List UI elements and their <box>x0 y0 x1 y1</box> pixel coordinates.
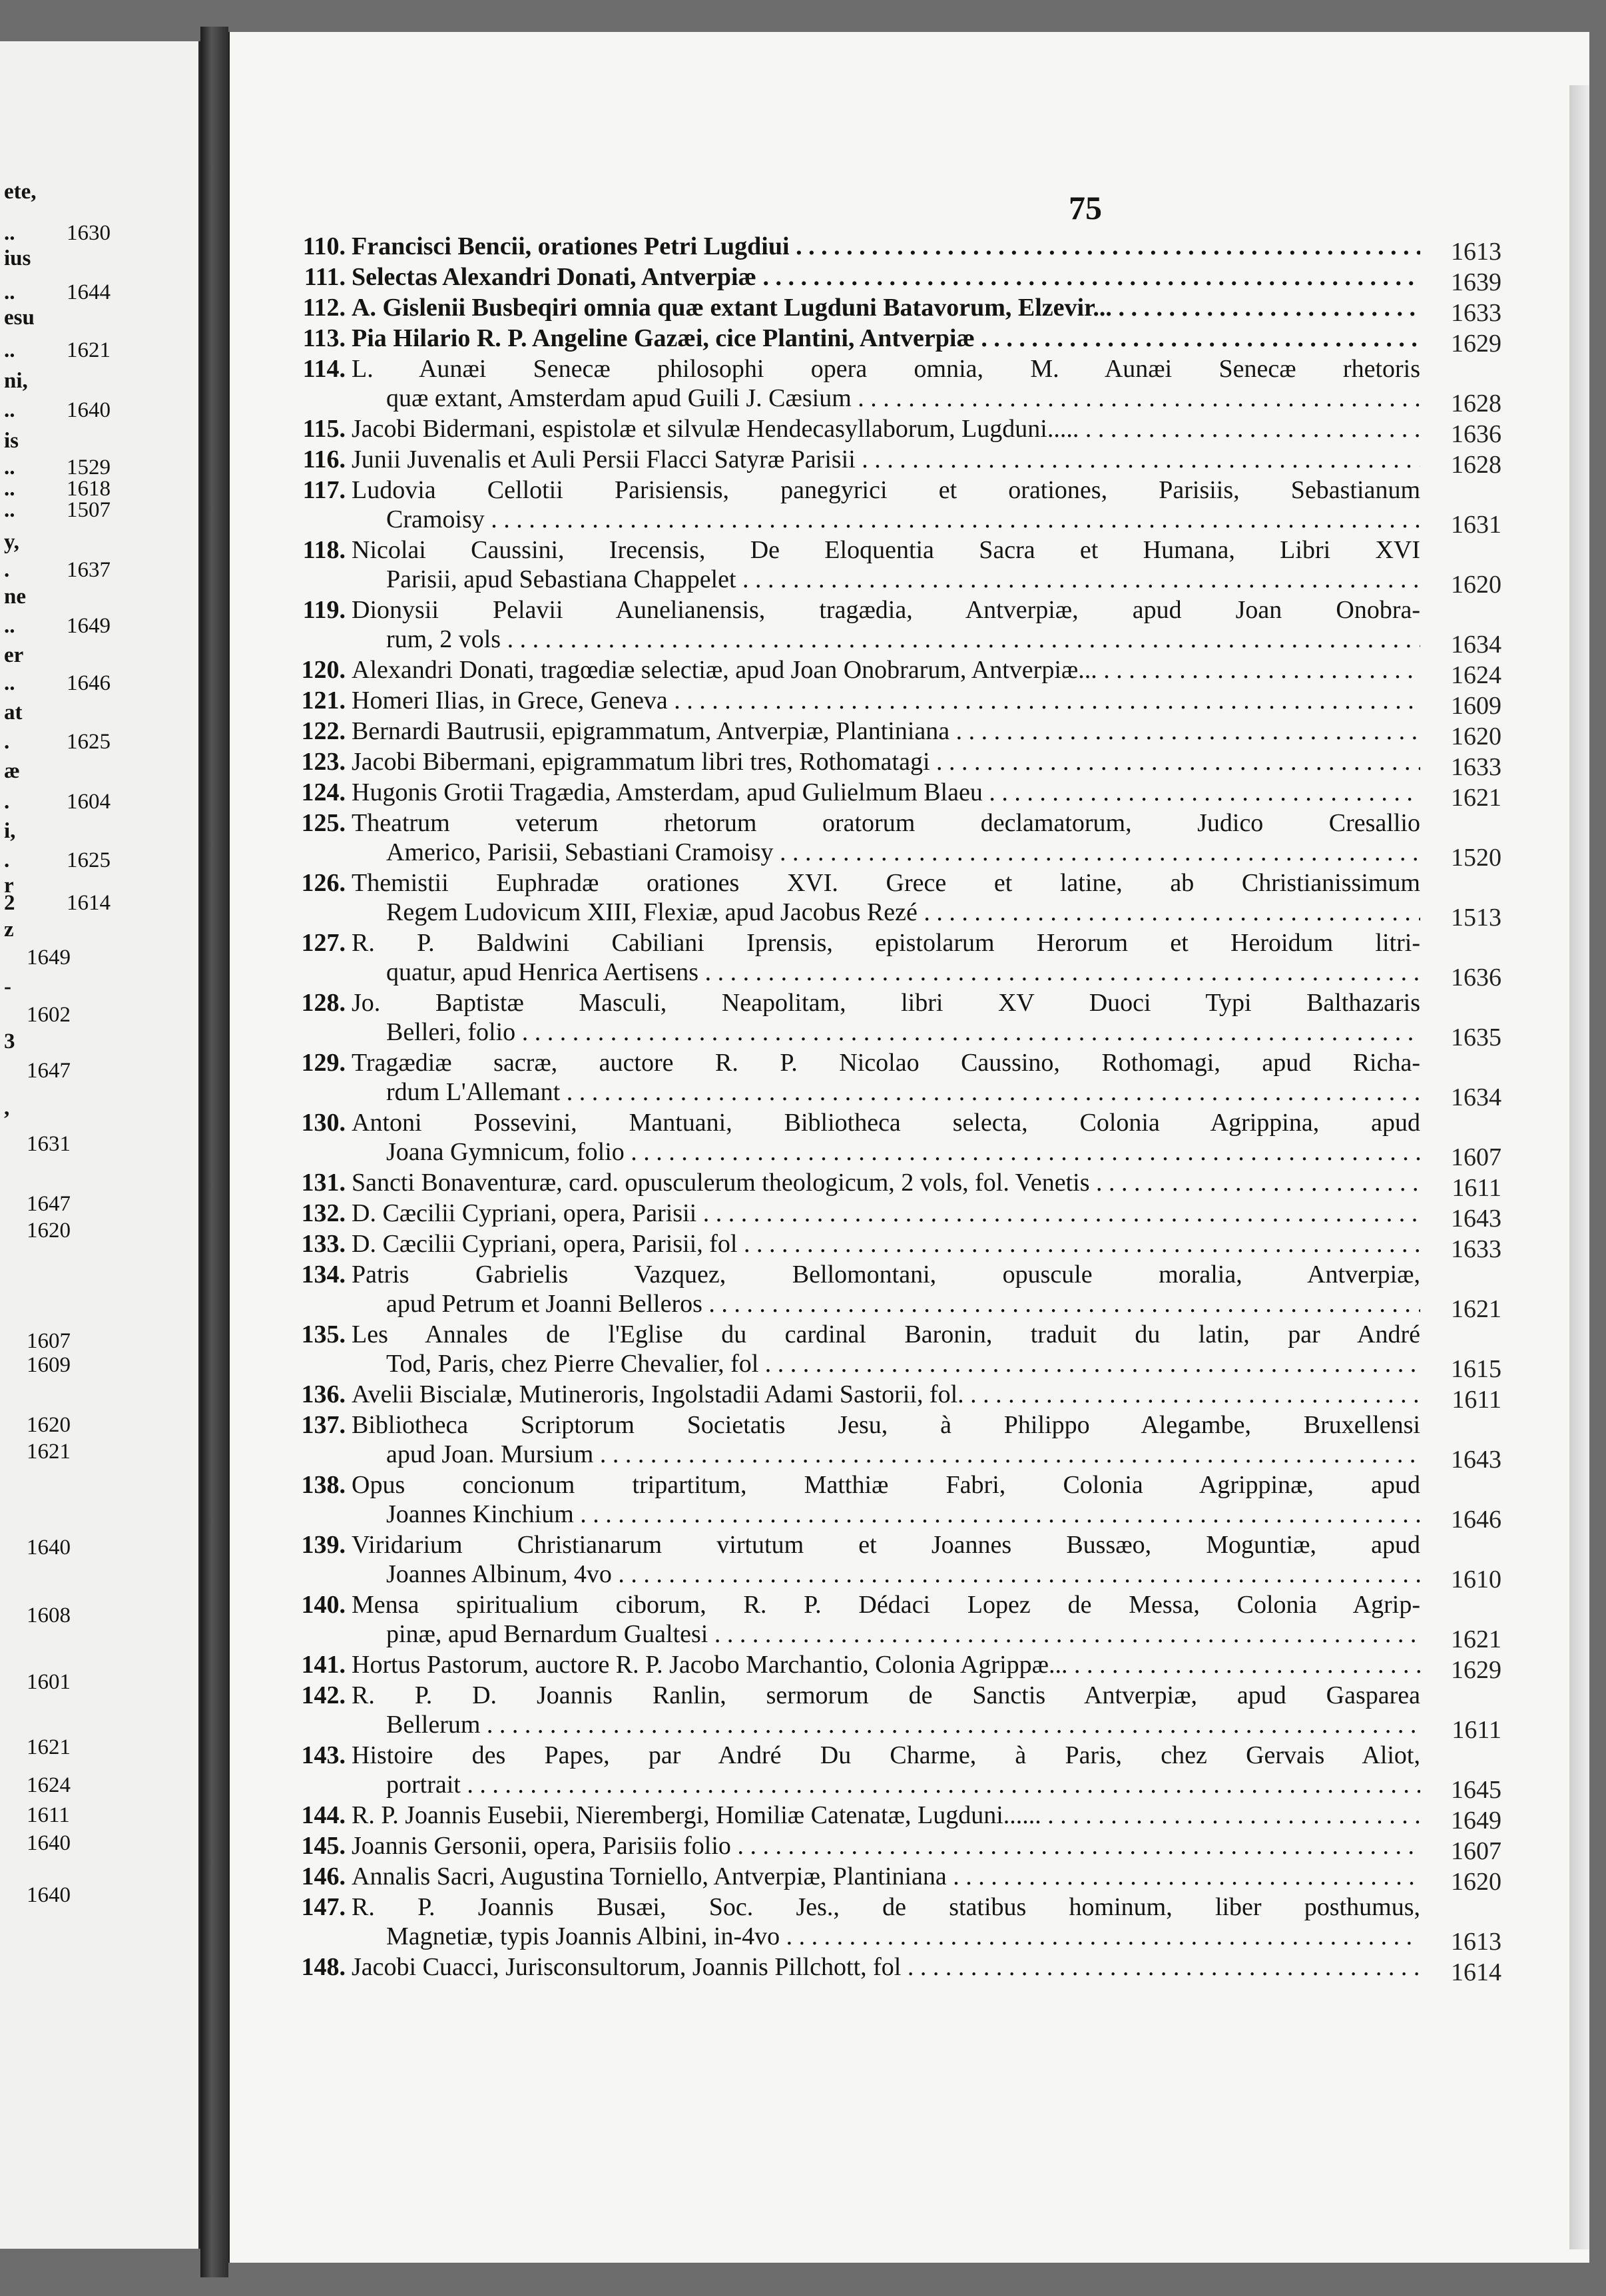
entry-number: 126. <box>301 869 346 897</box>
entry-text <box>352 868 1420 927</box>
margin-fragment-year: 1601 <box>27 1670 71 1694</box>
entry-text <box>352 717 1420 746</box>
entry-number: 111. <box>304 263 346 291</box>
page-number: 75 <box>1069 189 1102 226</box>
margin-fragment-text: 2 <box>4 891 15 915</box>
entry-year: 1634 <box>1451 631 1501 659</box>
entry-number: 120. <box>301 656 346 684</box>
entry-line: Joannes Albinum, 4vo . . . <box>352 1560 1420 1589</box>
margin-fragment-year: 1649 <box>67 614 111 638</box>
margin-fragment-year: 1620 <box>27 1413 71 1437</box>
entry-year: 1607 <box>1451 1143 1501 1171</box>
entry-text <box>352 293 1420 322</box>
entry-line: Dionysii Pelavii Aunelianensis, tragædia, Antverpiæ, apud Joan Onobra- <box>352 596 1420 624</box>
entry-number: 110. <box>302 232 346 260</box>
margin-fragment-text: esu <box>4 306 35 330</box>
margin-fragment-text: r <box>4 874 14 898</box>
entry-year: 1643 <box>1451 1205 1501 1233</box>
entry-line: Americo, Parisii, Sebastiani Cramoisy . . . <box>352 838 1420 867</box>
entry-line: Parisii, apud Sebastiana Chappelet . . . <box>352 565 1420 594</box>
entry-number: 116. <box>302 445 346 473</box>
entry-year: 1620 <box>1451 722 1501 750</box>
entry-line: Les Annales de l'Eglise du cardinal Baronin, traduit du latin, par André <box>352 1320 1420 1348</box>
entry-year: 1649 <box>1451 1807 1501 1835</box>
entry-line: Ludovia Cellotii Parisiensis, panegyrici et orationes, Parisiis, Sebastianum <box>352 476 1420 504</box>
entry-line: R. P. Joannis Busæi, Soc. Jes., de statibus hominum, liber posthumus, <box>352 1893 1420 1921</box>
margin-fragment-year: 1602 <box>27 1003 71 1027</box>
entry-text <box>352 1168 1420 1197</box>
margin-fragment-text: .. <box>4 614 15 638</box>
entry-line: Belleri, folio . . . <box>352 1017 1420 1047</box>
entry-text <box>352 988 1420 1047</box>
margin-fragment-text: .. <box>4 498 15 522</box>
margin-fragment-year: 1620 <box>27 1219 71 1243</box>
entry-year: 1635 <box>1451 1023 1501 1051</box>
entry-number: 127. <box>301 929 346 957</box>
margin-fragment-year: 1649 <box>27 946 71 970</box>
entry-line: Joannis Gersonii, opera, Parisiis folio . . . <box>352 1831 1420 1861</box>
margin-fragment-text: .. <box>4 338 15 362</box>
entry-line: Francisci Bencii, orationes Petri Lugdiui . . . <box>352 232 1420 261</box>
entry-number: 142. <box>301 1681 346 1709</box>
entry-text <box>352 1892 1420 1951</box>
margin-fragment-year: 1608 <box>27 1603 71 1627</box>
entry-text <box>352 928 1420 987</box>
entry-line: D. Cæcilii Cypriani, opera, Parisii, fol . . . <box>352 1229 1420 1259</box>
entry-line: pinæ, apud Bernardum Gualtesi . . . <box>352 1619 1420 1649</box>
entry-line: rdum L'Allemant . . . <box>352 1077 1420 1107</box>
entry-text <box>352 1260 1420 1318</box>
entry-text <box>352 595 1420 654</box>
margin-fragment-year: 1621 <box>27 1440 71 1464</box>
entry-line: Cramoisy . . . <box>352 505 1420 534</box>
margin-fragment-year: 1647 <box>27 1192 71 1216</box>
entry-text <box>352 808 1420 867</box>
entry-line: D. Cæcilii Cypriani, opera, Parisii . . . <box>352 1199 1420 1228</box>
entry-line: quatur, apud Henrica Aertisens . . . <box>352 958 1420 987</box>
entry-line: A. Gislenii Busbeqiri omnia quæ extant Lugduni Batavorum, Elzevir... . . . <box>352 293 1420 322</box>
entry-text <box>352 1048 1420 1107</box>
margin-fragment-year: 1631 <box>27 1132 71 1156</box>
margin-fragment-year: 1621 <box>67 338 111 362</box>
margin-fragment-text: i, <box>4 819 16 843</box>
entry-text <box>352 232 1420 261</box>
margin-fragment-text: .. <box>4 455 15 479</box>
margin-fragment-year: 1640 <box>27 1883 71 1907</box>
margin-fragment-text: æ <box>4 759 20 783</box>
margin-fragment-text: y, <box>4 530 19 554</box>
margin-fragment-text: er <box>4 643 24 667</box>
margin-fragment-year: 1621 <box>27 1735 71 1759</box>
margin-fragment-year: 1618 <box>67 477 111 501</box>
margin-fragment-text: .. <box>4 477 15 501</box>
margin-fragment-text: ius <box>4 246 31 270</box>
margin-fragment-year: 1529 <box>67 455 111 479</box>
entry-line: Jacobi Bibermani, epigrammatum libri tres, Rothomatagi . . . <box>352 747 1420 776</box>
entry-text <box>352 1108 1420 1167</box>
entry-number: 132. <box>301 1199 346 1227</box>
book-gutter <box>200 27 228 2277</box>
margin-fragment-text: .. <box>4 221 15 245</box>
margin-fragment-year: 1640 <box>27 1536 71 1560</box>
entry-line: apud Joan. Mursium . . . <box>352 1440 1420 1469</box>
entry-year: 1643 <box>1451 1446 1501 1474</box>
entry-line: Annalis Sacri, Augustina Torniello, Antverpiæ, Plantiniana . . . <box>352 1862 1420 1891</box>
entry-year: 1633 <box>1451 1235 1501 1263</box>
entry-line: Joannes Kinchium . . . <box>352 1500 1420 1529</box>
entry-number: 139. <box>301 1531 346 1559</box>
margin-fragment-text: . <box>4 790 10 814</box>
entry-line: Jacobi Bidermani, espistolæ et silvulæ Hendecasyllaborum, Lugduni..... . . . <box>352 414 1420 443</box>
margin-fragment-year: 1614 <box>67 891 111 915</box>
entry-year: 1611 <box>1452 1386 1501 1414</box>
entry-text <box>352 1199 1420 1228</box>
entry-line: Regem Ludovicum XIII, Flexiæ, apud Jacobus Rezé . . . <box>352 898 1420 927</box>
entry-number: 137. <box>301 1411 346 1439</box>
entry-line: R. P. Joannis Eusebii, Nierembergi, Homiliæ Catenatæ, Lugduni...... . . . <box>352 1801 1420 1830</box>
margin-fragment-text: . <box>4 848 10 872</box>
entry-text <box>352 1590 1420 1649</box>
entry-number: 133. <box>301 1230 346 1258</box>
entry-line: Hortus Pastorum, auctore R. P. Jacobo Marchantio, Colonia Agrippæ... . . . <box>352 1650 1420 1679</box>
entry-line: quæ extant, Amsterdam apud Guili J. Cæsium . . . <box>352 384 1420 413</box>
entry-year: 1614 <box>1451 1958 1501 1986</box>
entry-line: portrait . . . <box>352 1770 1420 1799</box>
entry-line: Viridarium Christianarum virtutum et Joannes Bussæo, Moguntiæ, apud <box>352 1531 1420 1559</box>
entry-line: Bellerum . . . <box>352 1710 1420 1739</box>
entry-number: 140. <box>301 1591 346 1619</box>
entry-year: 1611 <box>1452 1716 1501 1744</box>
entry-number: 118. <box>302 536 346 564</box>
entry-number: 147. <box>301 1893 346 1921</box>
margin-fragment-text: .. <box>4 671 15 695</box>
entry-year: 1615 <box>1451 1355 1501 1383</box>
entry-year: 1610 <box>1451 1566 1501 1593</box>
book-page <box>228 32 1589 2263</box>
entry-text <box>352 1801 1420 1830</box>
entry-year: 1624 <box>1451 661 1501 689</box>
entry-number: 115. <box>302 415 346 443</box>
margin-fragment-year: 1625 <box>67 848 111 872</box>
entry-line: Jacobi Cuacci, Jurisconsultorum, Joannis Pillchott, fol . . . <box>352 1952 1420 1982</box>
margin-fragment-year: 1647 <box>27 1059 71 1083</box>
entry-line: Joana Gymnicum, folio . . . <box>352 1137 1420 1167</box>
margin-fragment-year: 1646 <box>67 671 111 695</box>
entry-text <box>352 655 1420 685</box>
entry-year: 1609 <box>1451 692 1501 720</box>
entry-text <box>352 1320 1420 1378</box>
entry-year: 1607 <box>1451 1837 1501 1865</box>
entry-text <box>352 414 1420 443</box>
margin-fragment-text: ne <box>4 585 26 609</box>
margin-fragment-text: - <box>4 975 11 999</box>
entry-line: Nicolai Caussini, Irecensis, De Eloquentia Sacra et Humana, Libri XVI <box>352 536 1420 564</box>
entry-line: Sancti Bonaventuræ, card. opusculerum theologicum, 2 vols, fol. Venetis . . . <box>352 1168 1420 1197</box>
entry-year: 1621 <box>1451 1625 1501 1653</box>
entry-line: Bernardi Bautrusii, epigrammatum, Antverpiæ, Plantiniana . . . <box>352 717 1420 746</box>
margin-fragment-text: z <box>4 918 14 942</box>
entry-line: Opus concionum tripartitum, Matthiæ Fabri, Colonia Agrippinæ, apud <box>352 1471 1420 1499</box>
entry-year: 1621 <box>1451 784 1501 812</box>
margin-fragment-text: 3 <box>4 1029 15 1053</box>
entry-number: 148. <box>301 1953 346 1981</box>
entry-number: 145. <box>301 1832 346 1860</box>
entry-line: Theatrum veterum rhetorum oratorum declamatorum, Judico Cresallio <box>352 809 1420 837</box>
margin-fragment-text: .. <box>4 398 15 422</box>
entry-line: Bibliotheca Scriptorum Societatis Jesu, à Philippo Alegambe, Bruxellensi <box>352 1411 1420 1439</box>
entry-year: 1628 <box>1451 451 1501 479</box>
margin-fragment-year: 1630 <box>67 221 111 245</box>
entry-number: 119. <box>302 596 346 624</box>
entry-number: 144. <box>301 1801 346 1829</box>
entry-year: 1613 <box>1451 1928 1501 1956</box>
entry-text <box>352 1530 1420 1589</box>
entry-line: Tod, Paris, chez Pierre Chevalier, fol . . . <box>352 1349 1420 1378</box>
entry-text <box>352 1229 1420 1259</box>
margin-fragment-year: 1644 <box>67 280 111 304</box>
entry-text <box>352 1470 1420 1529</box>
entry-year: 1634 <box>1451 1083 1501 1111</box>
entry-number: 130. <box>301 1109 346 1137</box>
entry-number: 125. <box>301 809 346 837</box>
entry-year: 1629 <box>1451 330 1501 358</box>
entry-year: 1633 <box>1451 299 1501 327</box>
margin-fragment-year: 1609 <box>27 1353 71 1377</box>
entry-line: Selectas Alexandri Donati, Antverpiæ . . . <box>352 262 1420 292</box>
entry-year: 1631 <box>1451 511 1501 539</box>
entry-year: 1620 <box>1451 1868 1501 1896</box>
entry-line: R. P. D. Joannis Ranlin, sermorum de Sanctis Antverpiæ, apud Gasparea <box>352 1681 1420 1709</box>
entry-number: 117. <box>302 476 346 504</box>
entry-number: 135. <box>301 1320 346 1348</box>
margin-fragment-year: 1640 <box>67 398 111 422</box>
entry-year: 1628 <box>1451 390 1501 418</box>
entry-text <box>352 324 1420 353</box>
entry-line: Homeri Ilias, in Grece, Geneva . . . <box>352 686 1420 715</box>
entry-text <box>352 1410 1420 1469</box>
entry-line: Alexandri Donati, tragœdiæ selectiæ, apud Joan Onobrarum, Antverpiæ... . . . <box>352 655 1420 685</box>
margin-fragment-text: . <box>4 558 10 582</box>
entry-year: 1611 <box>1452 1174 1501 1202</box>
entry-line: Junii Juvenalis et Auli Persii Flacci Satyræ Parisii . . . <box>352 445 1420 474</box>
margin-fragment-year: 1640 <box>27 1831 71 1855</box>
entry-number: 123. <box>301 748 346 776</box>
entry-year: 1639 <box>1451 268 1501 296</box>
entry-text <box>352 1952 1420 1982</box>
margin-fragment-year: 1624 <box>27 1773 71 1797</box>
entry-year: 1629 <box>1451 1656 1501 1684</box>
entry-text <box>352 1681 1420 1739</box>
margin-fragment-text: is <box>4 429 19 453</box>
entry-number: 136. <box>301 1380 346 1408</box>
entry-line: Pia Hilario R. P. Angeline Gazæi, cice Plantini, Antverpiæ . . . <box>352 324 1420 353</box>
entry-text <box>352 1380 1420 1409</box>
margin-fragment-year: 1611 <box>27 1803 70 1827</box>
entry-line: Magnetiæ, typis Joannis Albini, in-4vo . . . <box>352 1922 1420 1951</box>
entry-text <box>352 262 1420 292</box>
page-edge <box>1569 85 1589 2249</box>
entry-number: 112. <box>302 294 346 322</box>
entry-year: 1633 <box>1451 753 1501 781</box>
entry-line: Antoni Possevini, Mantuani, Bibliotheca selecta, Colonia Agrippina, apud <box>352 1109 1420 1137</box>
entry-number: 122. <box>301 717 346 745</box>
entry-line: Hugonis Grotii Tragædia, Amsterdam, apud Gulielmum Blaeu . . . <box>352 778 1420 807</box>
margin-fragment-text: . <box>4 730 10 754</box>
entry-number: 146. <box>301 1863 346 1890</box>
entry-year: 1620 <box>1451 571 1501 599</box>
entry-text <box>352 778 1420 807</box>
margin-fragment-text: ete, <box>4 180 37 204</box>
entry-text <box>352 354 1420 413</box>
margin-fragment-text: .. <box>4 280 15 304</box>
entry-text <box>352 747 1420 776</box>
entry-line: Patris Gabrielis Vazquez, Bellomontani, opuscule moralia, Antverpiæ, <box>352 1261 1420 1289</box>
margin-fragment-year: 1625 <box>67 730 111 754</box>
entry-number: 129. <box>301 1049 346 1077</box>
entry-year: 1646 <box>1451 1506 1501 1534</box>
entry-number: 138. <box>301 1471 346 1499</box>
entry-line: apud Petrum et Joanni Belleros . . . <box>352 1289 1420 1318</box>
entry-text <box>352 1650 1420 1679</box>
margin-fragment-text: at <box>4 701 23 724</box>
entry-number: 131. <box>301 1169 346 1197</box>
entry-year: 1645 <box>1451 1776 1501 1804</box>
entry-line: rum, 2 vols . . . <box>352 625 1420 654</box>
entry-year: 1520 <box>1451 844 1501 872</box>
entry-number: 143. <box>301 1741 346 1769</box>
entry-number: 124. <box>301 778 346 806</box>
entry-number: 141. <box>301 1651 346 1679</box>
entry-line: Tragædiæ sacræ, auctore R. P. Nicolao Caussino, Rothomagi, apud Richa- <box>352 1049 1420 1077</box>
margin-fragment-text: ni, <box>4 369 28 393</box>
entry-year: 1613 <box>1451 238 1501 266</box>
entry-number: 121. <box>301 687 346 715</box>
entry-text <box>352 475 1420 534</box>
margin-fragment-year: 1604 <box>67 790 111 814</box>
margin-fragment-year: 1507 <box>67 498 111 522</box>
entry-number: 134. <box>301 1261 346 1289</box>
facing-page-fragment <box>0 41 200 2249</box>
entry-text <box>352 1862 1420 1891</box>
entry-year: 1636 <box>1451 964 1501 992</box>
entry-line: Jo. Baptistæ Masculi, Neapolitam, libri XV Duoci Typi Balthazaris <box>352 989 1420 1017</box>
entry-year: 1636 <box>1451 420 1501 448</box>
entry-line: Histoire des Papes, par André Du Charme, à Paris, chez Gervais Aliot, <box>352 1741 1420 1769</box>
entry-line: Themistii Euphradæ orationes XVI. Grece et latine, ab Christianissimum <box>352 869 1420 897</box>
margin-fragment-year: 1637 <box>67 558 111 582</box>
entry-text <box>352 1741 1420 1799</box>
margin-fragment-year: 1607 <box>27 1329 71 1353</box>
entry-year: 1621 <box>1451 1295 1501 1323</box>
margin-fragment-text: , <box>4 1096 10 1120</box>
entry-line: R. P. Baldwini Cabiliani Iprensis, epistolarum Herorum et Heroidum litri- <box>352 929 1420 957</box>
entry-number: 114. <box>302 355 346 383</box>
entry-text <box>352 535 1420 594</box>
entry-number: 113. <box>302 324 346 352</box>
entry-year: 1513 <box>1451 904 1501 932</box>
entry-number: 128. <box>301 989 346 1017</box>
entry-line: Mensa spiritualium ciborum, R. P. Dédaci Lopez de Messa, Colonia Agrip- <box>352 1591 1420 1619</box>
entry-text <box>352 445 1420 474</box>
entry-line: Avelii Biscialæ, Mutineroris, Ingolstadii Adami Sastorii, fol. . . . <box>352 1380 1420 1409</box>
entry-text <box>352 1831 1420 1861</box>
entry-text <box>352 686 1420 715</box>
entry-line: L. Aunæi Senecæ philosophi opera omnia, M. Aunæi Senecæ rhetoris <box>352 355 1420 383</box>
